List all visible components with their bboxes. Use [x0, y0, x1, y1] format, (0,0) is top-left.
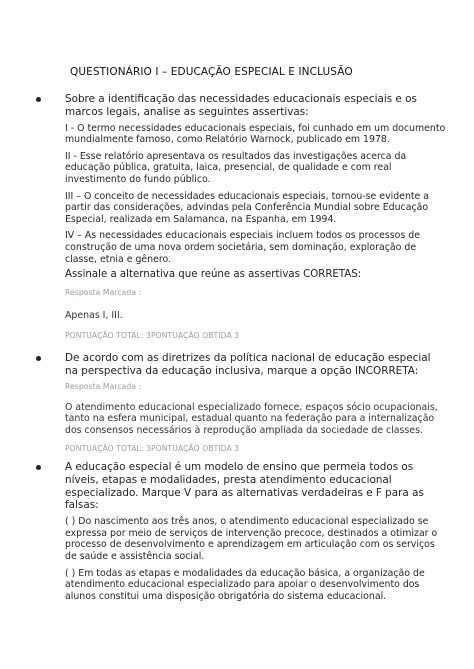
statement-1: ( ) Do nascimento aos três anos, o atendimento educacional especializado se expressa por meio de serviços de intervenção precoce, destinados a otimizar o processo de desenvolvimento e aprendizagem em articulação com os serviços de saúde e assistência social. — [65, 516, 438, 562]
marked-answer: O atendimento educacional especializado fornece, espaços sócio ocupacionais, tanto na esfera municipal, estadual quanto na federação para a internalização dos consensos necessários à reprodução ampliada da sociedade de classes. — [65, 401, 438, 436]
page-title: QUESTIONÁRIO I – EDUCAÇÃO ESPECIAL E INCLUSÃO — [70, 66, 353, 78]
assertion-1: I - O termo necessidades educacionais especiais, foi cunhado em um documento mundialmente famoso, como Relatório Warnock, publicado em 1978. — [65, 122, 446, 146]
assertion-4: IV – As necessidades educacionais especiais incluem todos os processos de construção de uma nova ordem societária, sem dominação, exploração de classe, etnia e gênero. — [65, 230, 420, 265]
assertion-3: III – O conceito de necessidades educacionais especiais, tornou-se evidente a partir das considerações, advindas pela Conferência Mundial sobre Educação Especial, realizada em Salamanca, na Espanha, em 1994. — [65, 190, 430, 225]
question-2 — [36, 352, 446, 454]
statement-2: ( ) Em todas as etapas e modalidades da educação básica, a organização de atendimento educacional especializado para apoiar o desenvolvimento dos alunos constitui uma disposição obrigatória do sistema educacional. — [65, 567, 425, 602]
question-3 — [36, 461, 446, 607]
bullet-icon — [36, 465, 41, 470]
bullet-icon — [36, 97, 41, 102]
question-1-text: Sobre a identificação das necessidades educacionais especiais e os marcos legais, analise as seguintes assertivas: — [65, 93, 417, 118]
answer-label: Resposta Marcada : — [65, 287, 142, 297]
score-line: PONTUAÇÃO TOTAL: 3PONTUAÇÃO OBTIDA 3 — [65, 444, 240, 454]
score-line: PONTUAÇÃO TOTAL: 3PONTUAÇÃO OBTIDA 3 — [65, 331, 240, 341]
question-2-text: De acordo com as diretrizes da política nacional de educação especial na perspectiva da educação inclusiva, marque a opção INCORRETA: — [65, 352, 431, 377]
answer-label: Resposta Marcada : — [65, 381, 142, 391]
question-1-prompt: Assinale a alternativa que reúne as assertivas CORRETAS: — [65, 269, 362, 281]
bullet-icon — [36, 356, 41, 361]
question-3-text: A educação especial é um modelo de ensino que permeia todos os níveis, etapas e modalidades, presta atendimento educacional especializado. Marque V para as alternativas verdadeiras e F para as falsas: — [65, 461, 424, 512]
assertion-2: II - Esse relatório apresentava os resultados das investigações acerca da educação pública, gratuita, laica, presencial, de qualidade e com real investimento do fundo público. — [65, 150, 407, 185]
question-1 — [36, 93, 446, 341]
marked-answer: Apenas I, III. — [65, 309, 123, 321]
